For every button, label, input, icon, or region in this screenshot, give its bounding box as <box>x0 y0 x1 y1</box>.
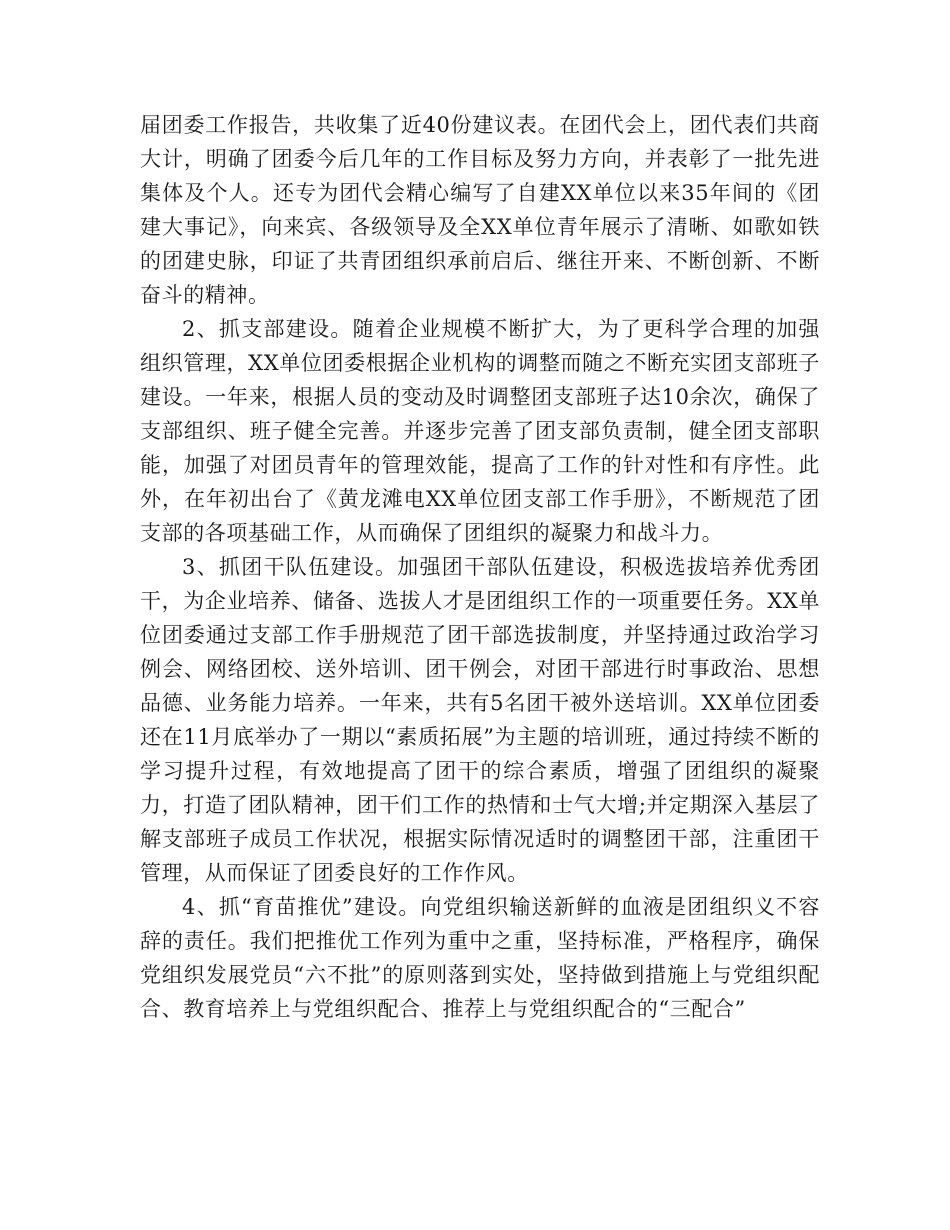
paragraph-intro: 届团委工作报告，共收集了近40份建议表。在团代会上，团代表们共商大计，明确了团委今后几年的工作目标及努力方向，并表彰了一批先进集体及个人。还专为团代会精心编写了自建XX单位以来35年间的《团建大事记》，向来宾、各级领导及全XX单位青年展示了清晰、如歌如铁的团建史脉，印证了共青团组织承前启后、继往开来、不断创新、不断奋斗的精神。 <box>140 113 820 307</box>
paragraph-cadre-building: 3、抓团干队伍建设。加强团干部队伍建设，积极选拔培养优秀团干，为企业培养、储备、选拔人才是团组织工作的一项重要任务。XX单位团委通过支部工作手册规范了团干部选拔制度，并坚持通过政治学习例会、网络团校、送外培训、团干例会，对团干部进行时事政治、思想品德、业务能力培养。一年来，共有5名团干被外送培训。XX单位团委还在11月底举办了一期以“素质拓展”为主题的培训班，通过持续不断的学习提升过程，有效地提高了团干的综合素质，增强了团组织的凝聚力，打造了团队精神，团干们工作的热情和士气大增;并定期深入基层了解支部班子成员工作状况，根据实际情况适时的调整团干部，注重团干管理，从而保证了团委良好的工作作风。 <box>140 555 820 885</box>
paragraph-branch-building: 2、抓支部建设。随着企业规模不断扩大，为了更科学合理的加强组织管理，XX单位团委根据企业机构的调整而随之不断充实团支部班子建设。一年来，根据人员的变动及时调整团支部班子达10余次，确保了支部组织、班子健全完善。并逐步完善了团支部负责制，健全团支部职能，加强了对团员青年的管理效能，提高了工作的针对性和有序性。此外，在年初出台了《黄龙滩电XX单位团支部工作手册》，不断规范了团支部的各项基础工作，从而确保了团组织的凝聚力和战斗力。 <box>140 317 820 545</box>
paragraph-nurture-recommend: 4、抓“育苗推优”建设。向党组织输送新鲜的血液是团组织义不容辞的责任。我们把推优工作列为重中之重，坚持标准，严格程序，确保党组织发展党员“六不批”的原则落到实处，坚持做到措施上与党组织配合、教育培养上与党组织配合、推荐上与党组织配合的“三配合” <box>140 895 820 1021</box>
